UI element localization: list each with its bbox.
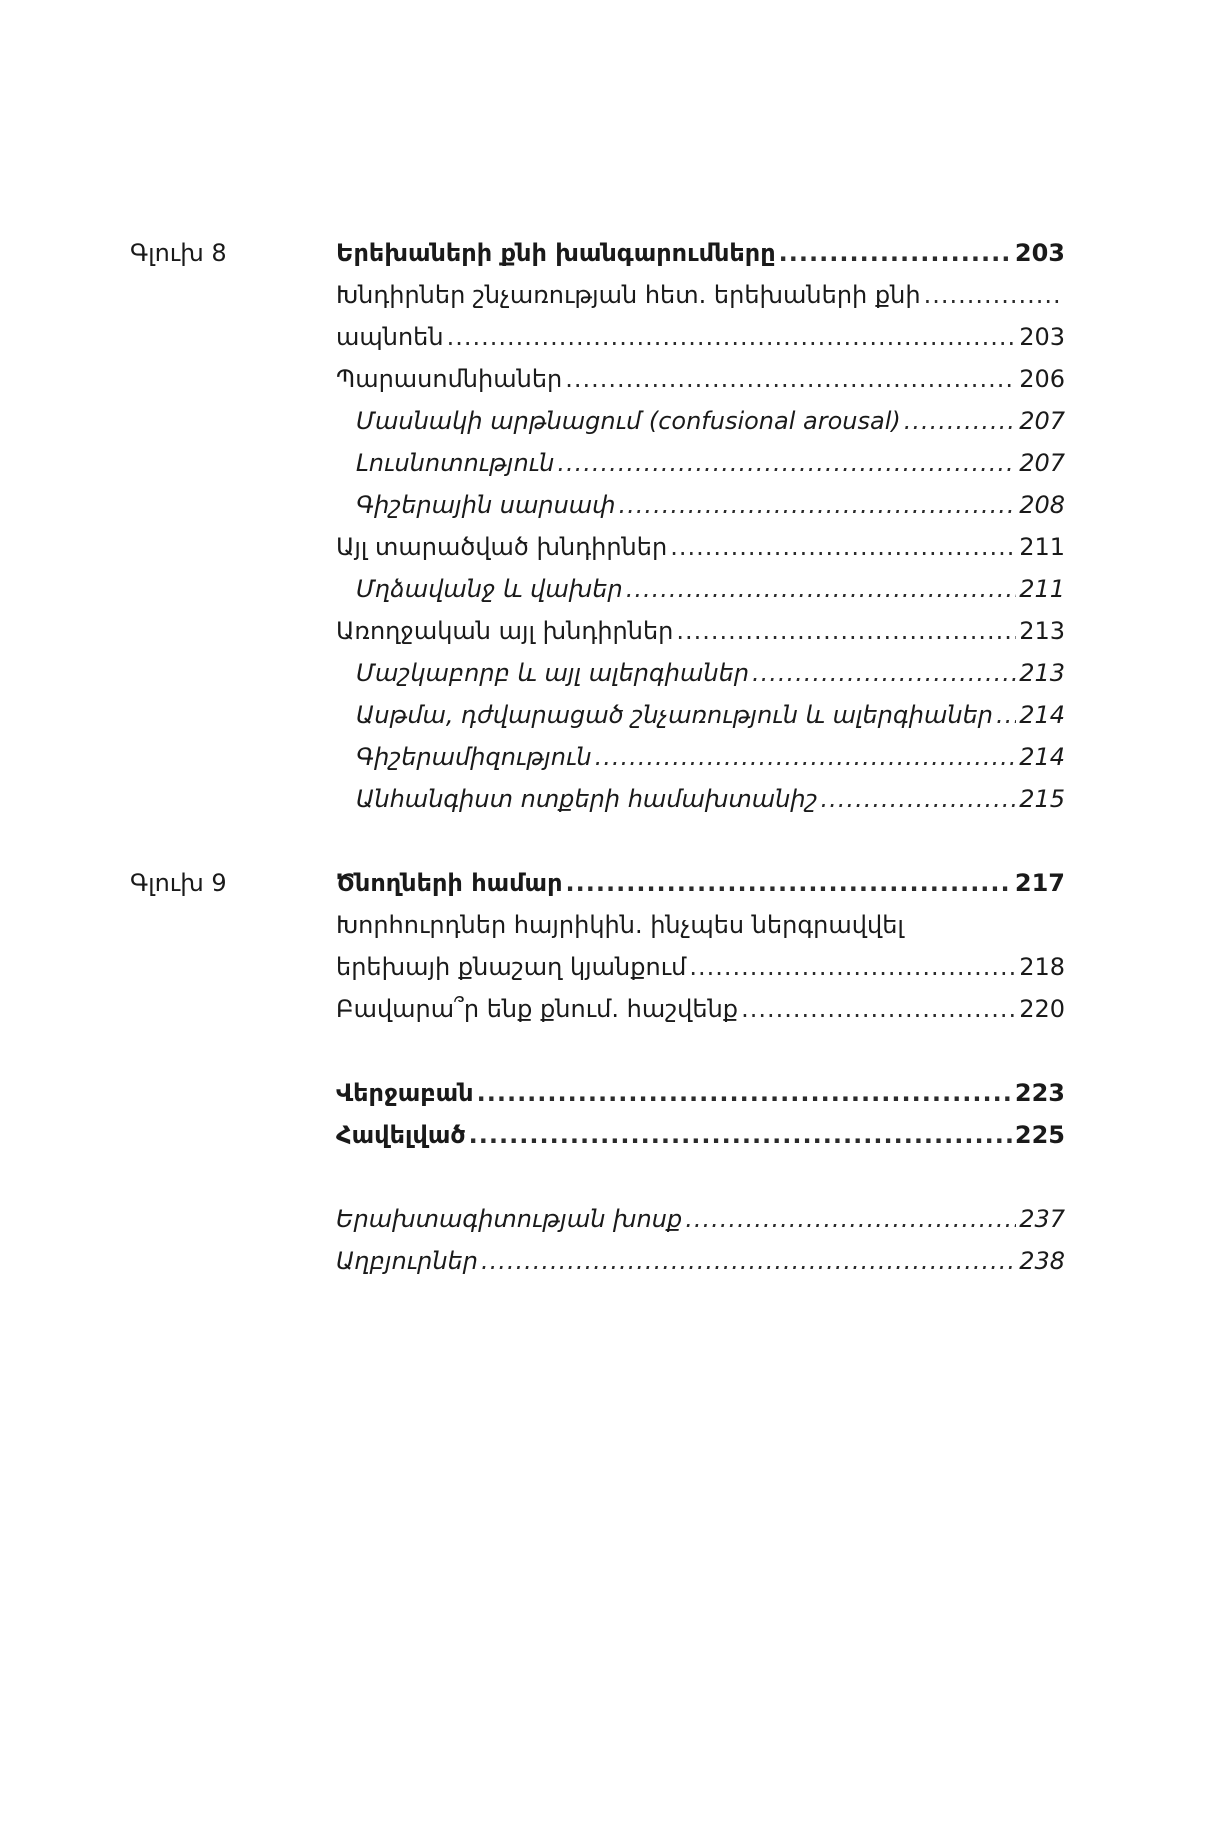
toc-subentry[interactable]: Մաշկաբորբ և այլ ալերգիաներ ..... 213 — [336, 652, 1065, 694]
dot-leader — [565, 358, 1016, 400]
chapter-8-block — [130, 232, 1065, 820]
dot-leader — [779, 232, 1012, 274]
toc-subentry[interactable]: Մղձավանջ և վախեր ..... 211 — [336, 568, 1065, 610]
back-matter-entries — [336, 1072, 1065, 1156]
toc-subentry[interactable]: Մասնակի արթնացում (confusional arousal) ..... 207 — [336, 400, 1065, 442]
dot-leader — [469, 1114, 1012, 1156]
spacer — [130, 1030, 1065, 1072]
chapter-8-label: Գլուխ 8 — [130, 239, 227, 267]
dot-leader — [904, 400, 1016, 442]
toc-entry[interactable]: Այլ տարածված խնդիրներ ..... 211 — [336, 526, 1065, 568]
toc-entry[interactable]: ապնոեն ..... 203 — [336, 316, 1065, 358]
dot-leader — [670, 526, 1016, 568]
toc-entry-acknowledgements[interactable]: Երախտագիտության խոսք ..... 237 — [336, 1198, 1065, 1240]
toc-entry[interactable]: Բավարա՞ր ենք քնում. հաշվենք ..... 220 — [336, 988, 1065, 1030]
chapter-8-entries — [336, 232, 1065, 820]
table-of-contents — [130, 232, 1065, 1282]
toc-entry-chapter-9-title[interactable]: Ծնողների համար ..... 217 — [336, 862, 1065, 904]
toc-entry-appendix[interactable]: Հավելված ..... 225 — [336, 1114, 1065, 1156]
dot-leader — [676, 610, 1016, 652]
toc-entry[interactable]: Խնդիրներ շնչառության հետ. երեխաների քնի ..... — [336, 274, 1065, 316]
dot-leader — [557, 442, 1016, 484]
chapter-9-label: Գլուխ 9 — [130, 869, 227, 897]
toc-entry-sources[interactable]: Աղբյուրներ ..... 238 — [336, 1240, 1065, 1282]
dot-leader — [619, 484, 1017, 526]
dot-leader — [595, 736, 1017, 778]
toc-entry[interactable]: Առողջական այլ խնդիրներ ..... 213 — [336, 610, 1065, 652]
toc-subentry[interactable]: Գիշերամիզություն ..... 214 — [336, 736, 1065, 778]
spacer — [130, 1156, 1065, 1198]
toc-entry-chapter-8-title[interactable]: Երեխաների քնի խանգարումները ..... 203 — [336, 232, 1065, 274]
dot-leader — [741, 988, 1016, 1030]
toc-entry[interactable]: երեխայի քնաշաղ կյանքում ..... 218 — [336, 946, 1065, 988]
toc-subentry[interactable]: Անհանգիստ ոտքերի համախտանիշ ..... 215 — [336, 778, 1065, 820]
dot-leader — [566, 862, 1012, 904]
dot-leader — [685, 1198, 1016, 1240]
toc-subentry[interactable]: Լուսնոտություն ..... 207 — [336, 442, 1065, 484]
back-matter-block — [130, 1072, 1065, 1156]
dot-leader — [924, 274, 1062, 316]
toc-subentry[interactable]: Գիշերային սարսափ ..... 208 — [336, 484, 1065, 526]
dot-leader — [477, 1072, 1012, 1114]
dot-leader — [752, 652, 1016, 694]
dot-leader — [689, 946, 1016, 988]
dot-leader — [821, 778, 1017, 820]
toc-entry-afterword[interactable]: Վերջաբան ..... 223 — [336, 1072, 1065, 1114]
toc-subentry[interactable]: Ասթմա, դժվարացած շնչառություն և ալերգիաներ ..... 214 — [336, 694, 1065, 736]
toc-entry[interactable]: Պարասոմնիաներ ..... 206 — [336, 358, 1065, 400]
dot-leader — [481, 1240, 1016, 1282]
chapter-9-block — [130, 862, 1065, 1030]
spacer — [130, 820, 1065, 862]
dot-leader — [626, 568, 1016, 610]
acknowledgements-entries — [336, 1198, 1065, 1282]
dot-leader — [996, 694, 1016, 736]
chapter-9-entries — [336, 862, 1065, 1030]
toc-entry[interactable]: Խորհուրդներ հայրիկին. ինչպես ներգրավվել — [336, 911, 904, 939]
dot-leader — [447, 316, 1017, 358]
acknowledgements-block — [130, 1198, 1065, 1282]
